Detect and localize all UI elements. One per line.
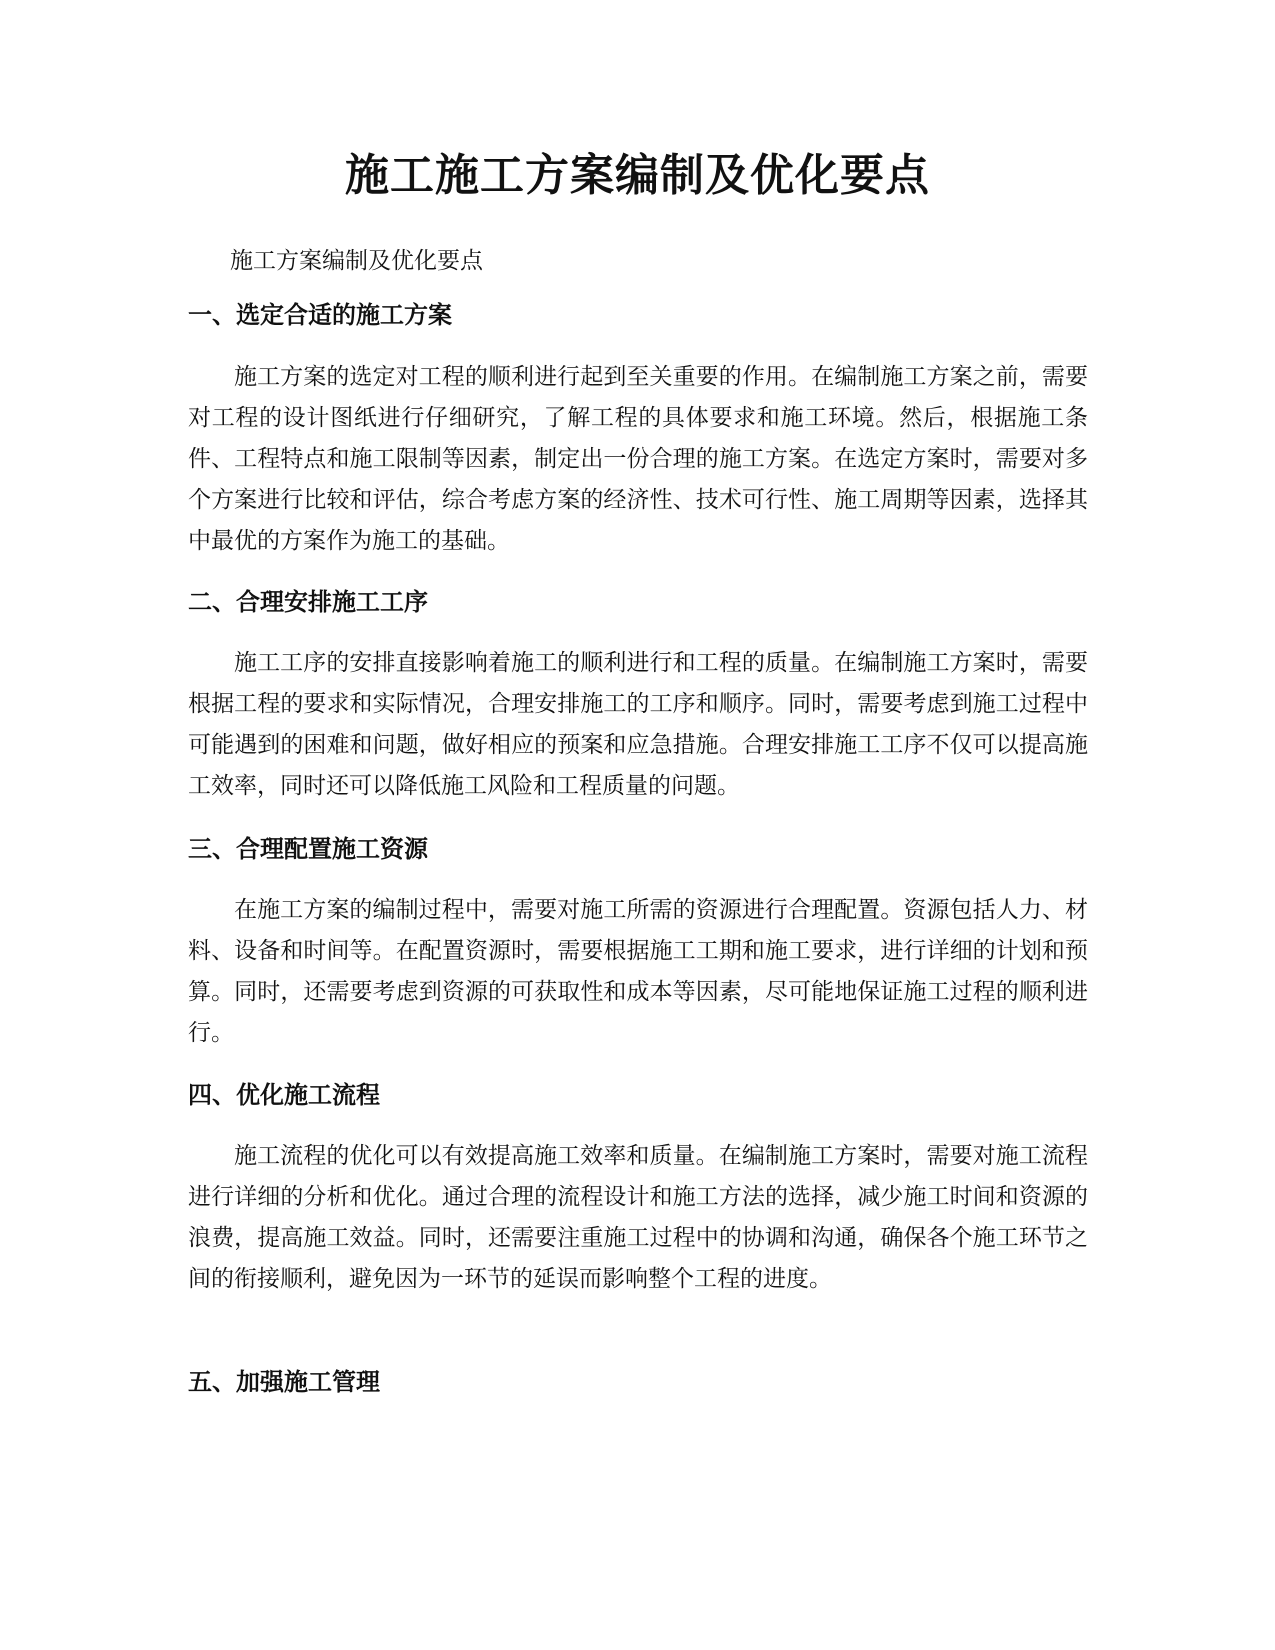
section-body-2: 施工工序的安排直接影响着施工的顺利进行和工程的质量。在编制施工方案时，需要根据工程的要求和实际情况，合理安排施工的工序和顺序。同时，需要考虑到施工过程中可能遇到的困难和问题，做好相应的预案和应急措施。合理安排施工工序不仅可以提高施工效率，同时还可以降低施工风险和工程质量的问题。 (188, 650, 1088, 799)
section-heading-5: 五、加强施工管理 (188, 1368, 380, 1396)
section-heading-2: 二、合理安排施工工序 (188, 588, 428, 616)
document-title: 施工施工方案编制及优化要点 (345, 150, 930, 201)
document-subtitle: 施工方案编制及优化要点 (230, 248, 483, 274)
section-heading-3: 三、合理配置施工资源 (188, 835, 428, 863)
section-body-1: 施工方案的选定对工程的顺利进行起到至关重要的作用。在编制施工方案之前，需要对工程的设计图纸进行仔细研究，了解工程的具体要求和施工环境。然后，根据施工条件、工程特点和施工限制等因素，制定出一份合理的施工方案。在选定方案时，需要对多个方案进行比较和评估，综合考虑方案的经济性、技术可行性、施工周期等因素，选择其中最优的方案作为施工的基础。 (188, 364, 1088, 554)
section-heading-4: 四、优化施工流程 (188, 1081, 380, 1109)
section-body-3: 在施工方案的编制过程中，需要对施工所需的资源进行合理配置。资源包括人力、材料、设备和时间等。在配置资源时，需要根据施工工期和施工要求，进行详细的计划和预算。同时，还需要考虑到资源的可获取性和成本等因素，尽可能地保证施工过程的顺利进行。 (188, 897, 1088, 1046)
section-heading-1: 一、选定合适的施工方案 (188, 301, 452, 329)
section-body-4: 施工流程的优化可以有效提高施工效率和质量。在编制施工方案时，需要对施工流程进行详细的分析和优化。通过合理的流程设计和施工方法的选择，减少施工时间和资源的浪费，提高施工效益。同时，还需要注重施工过程中的协调和沟通，确保各个施工环节之间的衔接顺利，避免因为一环节的延误而影响整个工程的进度。 (188, 1143, 1088, 1292)
